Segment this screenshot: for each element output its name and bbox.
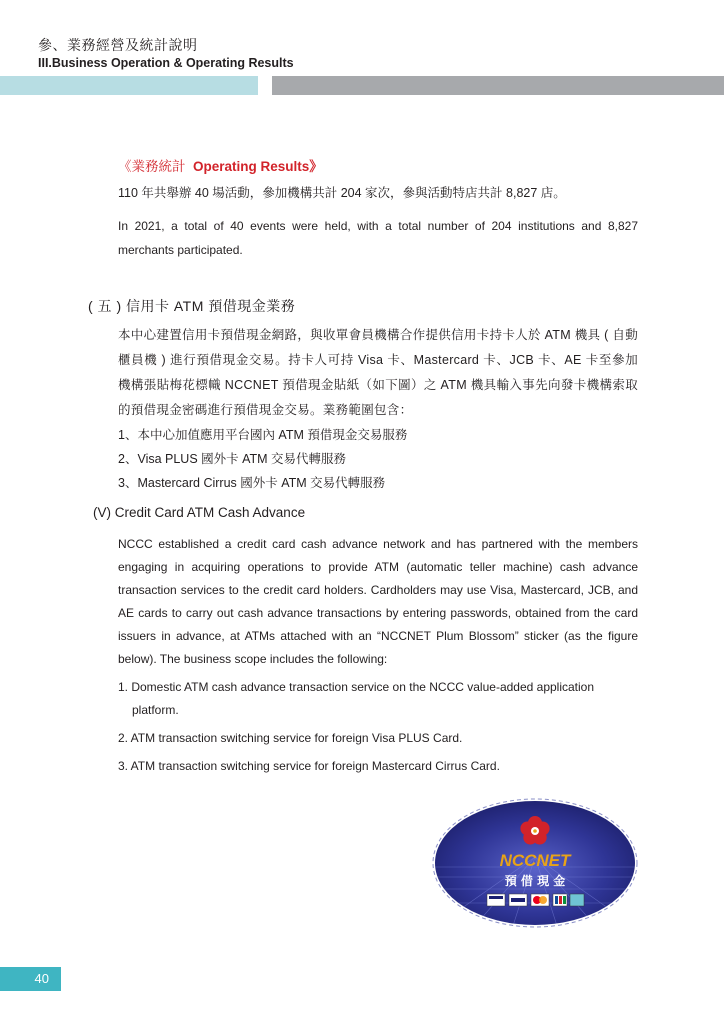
list-item: 3、Mastercard Cirrus 國外卡 ATM 交易代轉服務 <box>118 476 386 490</box>
page-number-box <box>0 967 61 991</box>
nccnet-sticker-graphic <box>432 797 638 929</box>
results-heading-en: Operating Results》 <box>193 159 323 174</box>
list-item: 3. ATM transaction switching service for foreign Mastercard Cirrus Card. <box>118 759 500 773</box>
results-paragraph-en: In 2021, a total of 40 events were held, with a total number of 204 institutions and 8,827 merchants participated. <box>118 219 638 257</box>
list-item: 1. Domestic ATM cash advance transaction service on the NCCC value-added application <box>118 680 595 694</box>
list-item-continuation: platform. <box>132 703 179 717</box>
list-item: 1、本中心加值應用平台國內 ATM 預借現金交易服務 <box>118 428 408 442</box>
header-title-zh: 參、業務經營及統計說明 <box>38 37 198 53</box>
results-paragraph-zh-block <box>118 181 638 205</box>
section5-paragraph-zh: 本中心建置信用卡預借現金網路，與收單會員機構合作提供信用卡持卡人於 ATM 機具 ( 自動櫃員機 ) 進行預借現金交易。持卡人可持 Visa 卡、Mastercard 卡、JCB 卡、AE 卡至參加機構張貼梅花標幟 NCCNET 預借現金貼紙（如下圖）之 ATM 機具輸入事先向發卡機構索取的預借現金密碼進行預借現金交易。業務範圍包含： <box>118 328 638 417</box>
section5-paragraph-en: NCCC established a credit card cash advance network and has partnered with the members engaging in acquiring operations to provide ATM (automatic teller machine) cash advance transaction services to the credit card holders. Cardholders may use Visa, Mastercard, JCB, and AE cards to carry out cash advance transactions by entering passwords, obtained from the card issuers in advance, at ATMs attached with an “NCCNET Plum Blossom” sticker (as the figure below). The business scope includes the following: <box>118 537 638 666</box>
section5-body-zh <box>118 323 638 495</box>
section5-heading-en: (V) Credit Card ATM Cash Advance <box>93 505 306 520</box>
results-heading <box>118 155 323 175</box>
list-item: 2、Visa PLUS 國外卡 ATM 交易代轉服務 <box>118 452 347 466</box>
sticker-subtitle-text: 預 借 現 金 <box>504 874 566 888</box>
list-item: 2. ATM transaction switching service for foreign Visa PLUS Card. <box>118 731 463 745</box>
section5-heading-zh: ( 五 ) 信用卡 ATM 預借現金業務 <box>88 298 296 314</box>
results-heading-zh: 《業務統計 <box>118 159 186 174</box>
results-paragraph-en-block <box>118 214 638 262</box>
header-band-teal <box>0 76 258 95</box>
sticker-brand-text: NCCNET <box>499 851 571 870</box>
section5-body-en <box>118 533 638 778</box>
page-number: 40 <box>34 971 49 986</box>
header-title-en: III.Business Operation & Operating Results <box>38 56 294 70</box>
nccnet-sticker <box>432 797 638 929</box>
results-paragraph-zh: 110 年共舉辦 40 場活動，參加機構共計 204 家次，參與活動特店共計 8,827 店。 <box>118 186 566 200</box>
header-band-gray <box>272 76 724 95</box>
